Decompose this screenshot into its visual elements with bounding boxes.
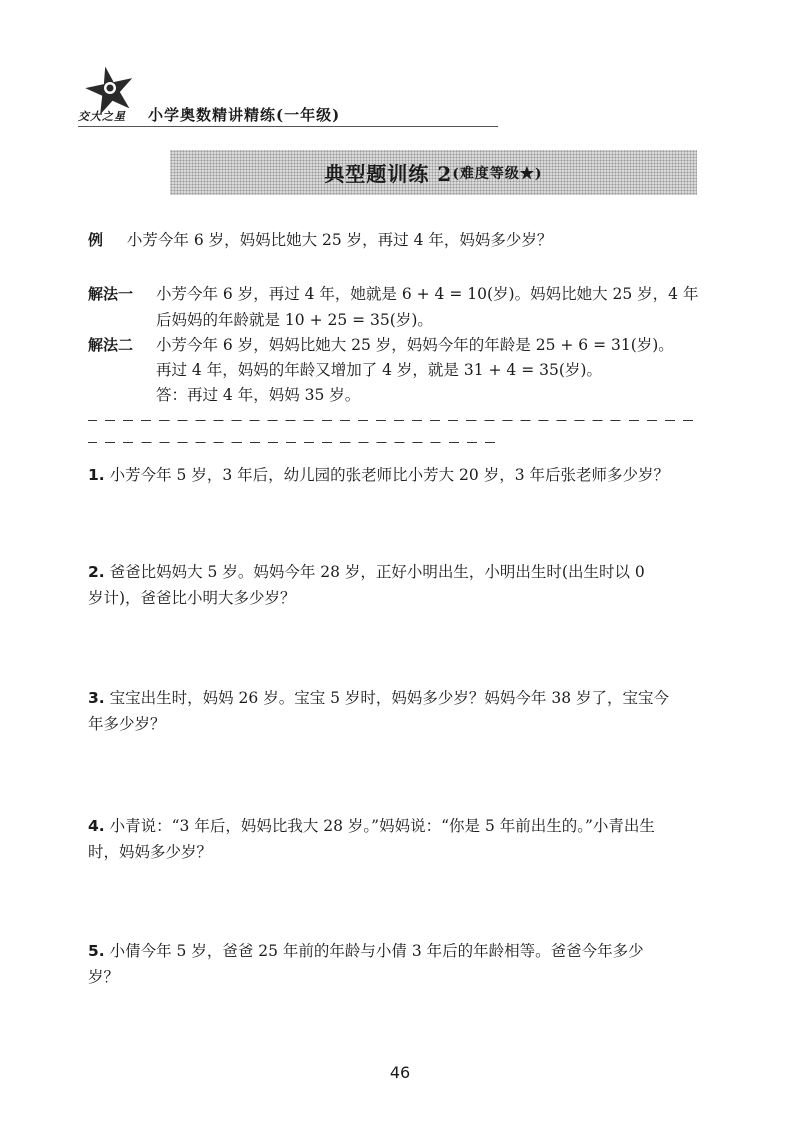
problem-5 (88, 944, 644, 960)
problem-text: 小芳今年 5 岁，3 年后，幼儿园的张老师比小芳大 20 岁，3 年后张老师多少岁？ (109, 466, 669, 484)
problem-text: 小青说：“3 年后，妈妈比我大 28 岁。”妈妈说：“你是 5 年前出生的。”小青出生 (109, 817, 655, 835)
problem-text: 小倩今年 5 岁，爸爸 25 年前的年龄与小倩 3 年后的年龄相等。爸爸今年多少 (109, 942, 644, 960)
example-text: 小芳今年 6 岁，妈妈比她大 25 岁，再过 4 年，妈妈多少岁？ (126, 231, 553, 249)
logo-text: 交大之星 (78, 110, 126, 123)
star-logo-icon (84, 64, 136, 114)
problem-text: 宝宝出生时，妈妈 26 岁。宝宝 5 岁时，妈妈多少岁？妈妈今年 38 岁了，宝宝今 (109, 689, 669, 707)
problem-2-continued: 岁计)，爸爸比小明大多少岁？ (88, 589, 296, 607)
problem-text: 爸爸比妈妈大 5 岁。妈妈今年 28 岁，正好小明出生，小明出生时(出生时以 0 (109, 563, 645, 581)
problem-5-continued: 岁？ (88, 968, 120, 986)
solution2-line: 再过 4 年，妈妈的年龄又增加了 4 岁，就是 31 + 4 = 35(岁)。 (156, 361, 602, 379)
answer-line: 答：再过 4 年，妈妈 35 岁。 (156, 386, 361, 404)
problem-4-continued: 时，妈妈多少岁？ (88, 843, 213, 861)
section-banner (170, 150, 697, 195)
dashed-divider (88, 420, 698, 421)
solution2-label: 解法二 (88, 336, 134, 354)
dashed-divider (88, 442, 498, 443)
problem-2 (88, 565, 645, 581)
problem-number: 1. (88, 466, 105, 484)
problem-number: 2. (88, 563, 105, 581)
problem-number: 5. (88, 942, 105, 960)
example-row (88, 233, 552, 249)
book-title: 小学奥数精讲精练(一年级) (148, 106, 341, 124)
solution2-line: 小芳今年 6 岁，妈妈比她大 25 岁，妈妈今年的年龄是 25 + 6 = 31(岁)。 (156, 336, 674, 354)
problem-number: 3. (88, 689, 105, 707)
problem-number: 4. (88, 817, 105, 835)
difficulty-label: (难度等级★) (452, 165, 543, 182)
section-title: 典型题训练 2 (324, 162, 453, 186)
example-label: 例 (88, 231, 104, 249)
solution1-line: 后妈妈的年龄就是 10 + 25 = 35(岁)。 (156, 311, 433, 329)
problem-4 (88, 819, 655, 835)
problem-3-continued: 年多少岁？ (88, 715, 166, 733)
solution1-label: 解法一 (88, 285, 134, 303)
page-number: 46 (389, 1063, 411, 1082)
header-divider (78, 126, 498, 127)
page-header (78, 64, 498, 126)
problem-3 (88, 691, 669, 707)
problem-1 (88, 468, 669, 484)
solution1-line: 小芳今年 6 岁，再过 4 年，她就是 6 + 4 = 10(岁)。妈妈比她大 25 岁，4 年 (156, 285, 699, 303)
